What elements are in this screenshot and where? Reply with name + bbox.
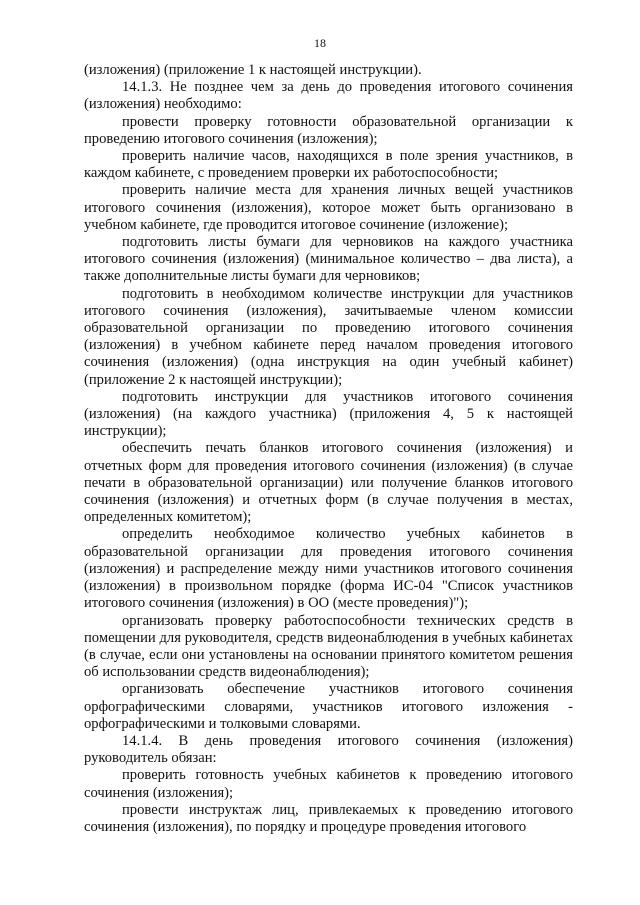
paragraph-item: определить необходимое количество учебных кабинетов в образовательной организации для проведения итогового сочинения (изложения) и распределение между ними участников итогового сочинения (изложения) в произвольном порядке (форма ИС-04 "Список участников итогового сочинения (изложения) в ОО (месте проведения)");	[84, 526, 573, 612]
paragraph-item: подготовить инструкции для участников итогового сочинения (изложения) (на каждого участника) (приложения 4, 5 к настоящей инструкции);	[84, 388, 573, 440]
paragraph-item: организовать проверку работоспособности технических средств в помещении для руководителя, средств видеонаблюдения в учебных кабинетах (в случае, если они установлены на основании принятого комитетом решения об использовании средств видеонаблюдения);	[84, 612, 573, 681]
paragraph-item: подготовить листы бумаги для черновиков на каждого участника итогового сочинения (изложения) (минимальное количество – два листа), а также дополнительные листы бумаги для черновиков;	[84, 234, 573, 285]
paragraph-continuation: (изложения) (приложение 1 к настоящей инструкции).	[84, 62, 422, 78]
paragraph-item: провести инструктаж лиц, привлекаемых к проведению итогового сочинения (изложения), по порядку и процедуре проведения итогового	[84, 801, 573, 835]
paragraph-section-14-1-3: 14.1.3. Не позднее чем за день до проведения итогового сочинения (изложения) необходимо:	[84, 79, 573, 113]
paragraph-item: подготовить в необходимом количестве инструкции для участников итогового сочинения (изложения), зачитываемые членом комиссии образовательной организации по проведению итогового сочинения (изложения) в учебном кабинете перед началом проведения итогового сочинения (изложения) (одна инструкция на один учебный кабинет) (приложение 2 к настоящей инструкции);	[84, 285, 573, 388]
paragraph-item: провести проверку готовности образовательной организации к проведению итогового сочинения (изложения);	[84, 113, 573, 147]
document-text	[84, 62, 573, 836]
paragraph-item: проверить готовность учебных кабинетов к проведению итогового сочинения (изложения);	[84, 767, 573, 801]
page-number: 18	[314, 36, 326, 50]
paragraph-item: проверить наличие места для хранения личных вещей участников итогового сочинения (изложения), которое может быть организовано в учебном кабинете, где проводится итоговое сочинение (изложение);	[84, 182, 573, 233]
paragraph-item: организовать обеспечение участников итогового сочинения орфографическими словарями, участников итогового изложения - орфографическими и толковыми словарями.	[84, 681, 573, 732]
paragraph-item: проверить наличие часов, находящихся в поле зрения участников, в каждом кабинете, с проведением проверки их работоспособности;	[84, 148, 573, 182]
paragraph-item: обеспечить печать бланков итогового сочинения (изложения) и отчетных форм для проведения итогового сочинения (изложения) (в случае печати в образовательной организации) или получение бланков итогового сочинения (изложения) и отчетных форм (в случае получения в местах, определенных комитетом);	[84, 440, 573, 526]
paragraph-section-14-1-4: 14.1.4. В день проведения итогового сочинения (изложения) руководитель обязан:	[84, 732, 573, 767]
